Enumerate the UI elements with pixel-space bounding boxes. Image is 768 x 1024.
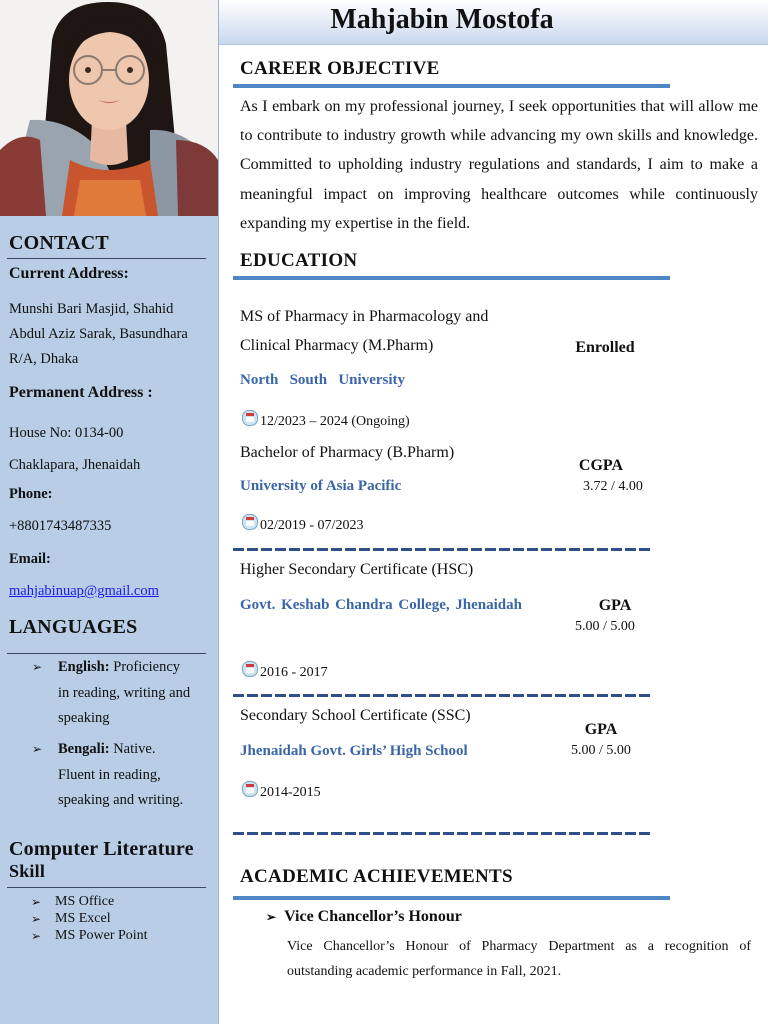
date-range: 02/2019 - 07/2023 <box>242 514 363 534</box>
candidate-name: Mahjabin Mostofa <box>330 4 554 35</box>
institution-name: University of Asia Pacific <box>240 478 402 494</box>
calendar-icon <box>242 781 258 797</box>
language-desc: Proficiency <box>109 659 181 675</box>
institution-name: Jhenaidah Govt. Girls’ High School <box>240 743 468 759</box>
arrow-bullet-icon: ➢ <box>32 660 43 674</box>
skills-heading-line: Skill <box>9 861 46 881</box>
career-objective-rule <box>233 84 670 88</box>
institution-name: North South University <box>240 372 406 388</box>
grade-value: 5.00 / 5.00 <box>575 619 635 634</box>
skill-item: ➢ MS Excel <box>31 911 111 926</box>
skills-heading <box>9 838 194 882</box>
current-address-label: Current Address: <box>9 265 129 282</box>
profile-photo <box>0 0 218 216</box>
contact-heading: CONTACT <box>9 232 109 254</box>
current-address-line: Abdul Aziz Sarak, Basundhara <box>9 326 188 342</box>
language-name: English: <box>58 659 110 675</box>
arrow-bullet-icon: ➢ <box>266 910 277 924</box>
language-desc: speaking <box>58 710 110 726</box>
language-desc: in reading, writing and <box>58 684 191 701</box>
skills-heading-line: Computer Literature <box>9 838 194 860</box>
language-name: Bengali: <box>58 741 110 757</box>
skills-divider <box>7 887 206 888</box>
achievements-rule <box>233 896 670 900</box>
grade-value: 3.72 / 4.00 <box>583 479 643 494</box>
email-link[interactable]: mahjabinuap@gmail.com <box>9 583 159 599</box>
education-heading: EDUCATION <box>240 250 358 271</box>
grade-label: Enrolled <box>575 339 635 356</box>
dashed-separator <box>233 548 652 551</box>
grade-label: GPA <box>598 597 632 614</box>
contact-divider <box>7 258 206 259</box>
permanent-address-line: House No: 0134-00 <box>9 425 124 441</box>
arrow-bullet-icon: ➢ <box>31 895 42 909</box>
grade-label: GPA <box>584 721 618 738</box>
degree-title: Higher Secondary Certificate (HSC) <box>240 561 474 578</box>
date-range: 2016 - 2017 <box>242 661 328 681</box>
phone-label: Phone: <box>9 486 53 502</box>
languages-heading: LANGUAGES <box>9 616 138 638</box>
calendar-icon <box>242 514 258 530</box>
permanent-address-line: Chaklapara, Jhenaidah <box>9 457 141 473</box>
skill-item: ➢ MS Power Point <box>31 928 148 943</box>
arrow-bullet-icon: ➢ <box>31 912 42 926</box>
grade-label: CGPA <box>578 457 624 474</box>
achievement-title: ➢ Vice Chancellor’s Honour <box>266 908 462 925</box>
degree-title: Secondary School Certificate (SSC) <box>240 707 471 724</box>
language-desc: Fluent in reading, <box>58 766 161 783</box>
calendar-icon <box>242 410 258 426</box>
degree-title: MS of Pharmacy in Pharmacology and Clinical Pharmacy (M.Pharm) <box>240 308 489 354</box>
language-desc: speaking and writing. <box>58 792 184 808</box>
email-label: Email: <box>9 551 51 567</box>
education-rule <box>233 276 670 280</box>
permanent-address-label: Permanent Address : <box>9 384 153 401</box>
skill-item: ➢ MS Office <box>31 894 115 909</box>
achievement-text: Vice Chancellor’s Honour of Pharmacy Department as a recognition of outstanding academic performance in Fall, 2021. <box>287 939 751 979</box>
dashed-separator <box>233 694 652 697</box>
career-objective-heading: CAREER OBJECTIVE <box>240 58 440 79</box>
degree-title: Bachelor of Pharmacy (B.Pharm) <box>240 444 455 461</box>
email-container <box>9 579 209 604</box>
institution-name: Govt. Keshab Chandra College, Jhenaidah <box>240 597 522 613</box>
current-address <box>9 297 209 372</box>
arrow-bullet-icon: ➢ <box>32 742 43 756</box>
arrow-bullet-icon: ➢ <box>31 929 42 943</box>
dashed-separator <box>233 832 652 835</box>
current-address-line: Munshi Bari Masjid, Shahid <box>9 301 174 317</box>
date-range: 12/2023 – 2024 (Ongoing) <box>242 410 410 430</box>
calendar-icon <box>242 661 258 677</box>
permanent-address <box>9 417 209 481</box>
grade-value: 5.00 / 5.00 <box>571 743 631 758</box>
career-objective-text: As I embark on my professional journey, I seek opportunities that will allow me to contribute to industry growth while advancing my own skills and knowledge. Committed to upholding industry regulations and standards, I aim to make a meaningful impact on improving healthcare outcomes while continuously expanding my expertise in the field. <box>240 98 758 232</box>
languages-divider <box>7 653 206 654</box>
achievements-heading: ACADEMIC ACHIEVEMENTS <box>240 866 513 887</box>
phone-number: +8801743487335 <box>9 518 112 534</box>
current-address-line: R/A, Dhaka <box>9 351 79 367</box>
language-desc: Native. <box>109 741 156 757</box>
date-range: 2014-2015 <box>242 781 321 801</box>
